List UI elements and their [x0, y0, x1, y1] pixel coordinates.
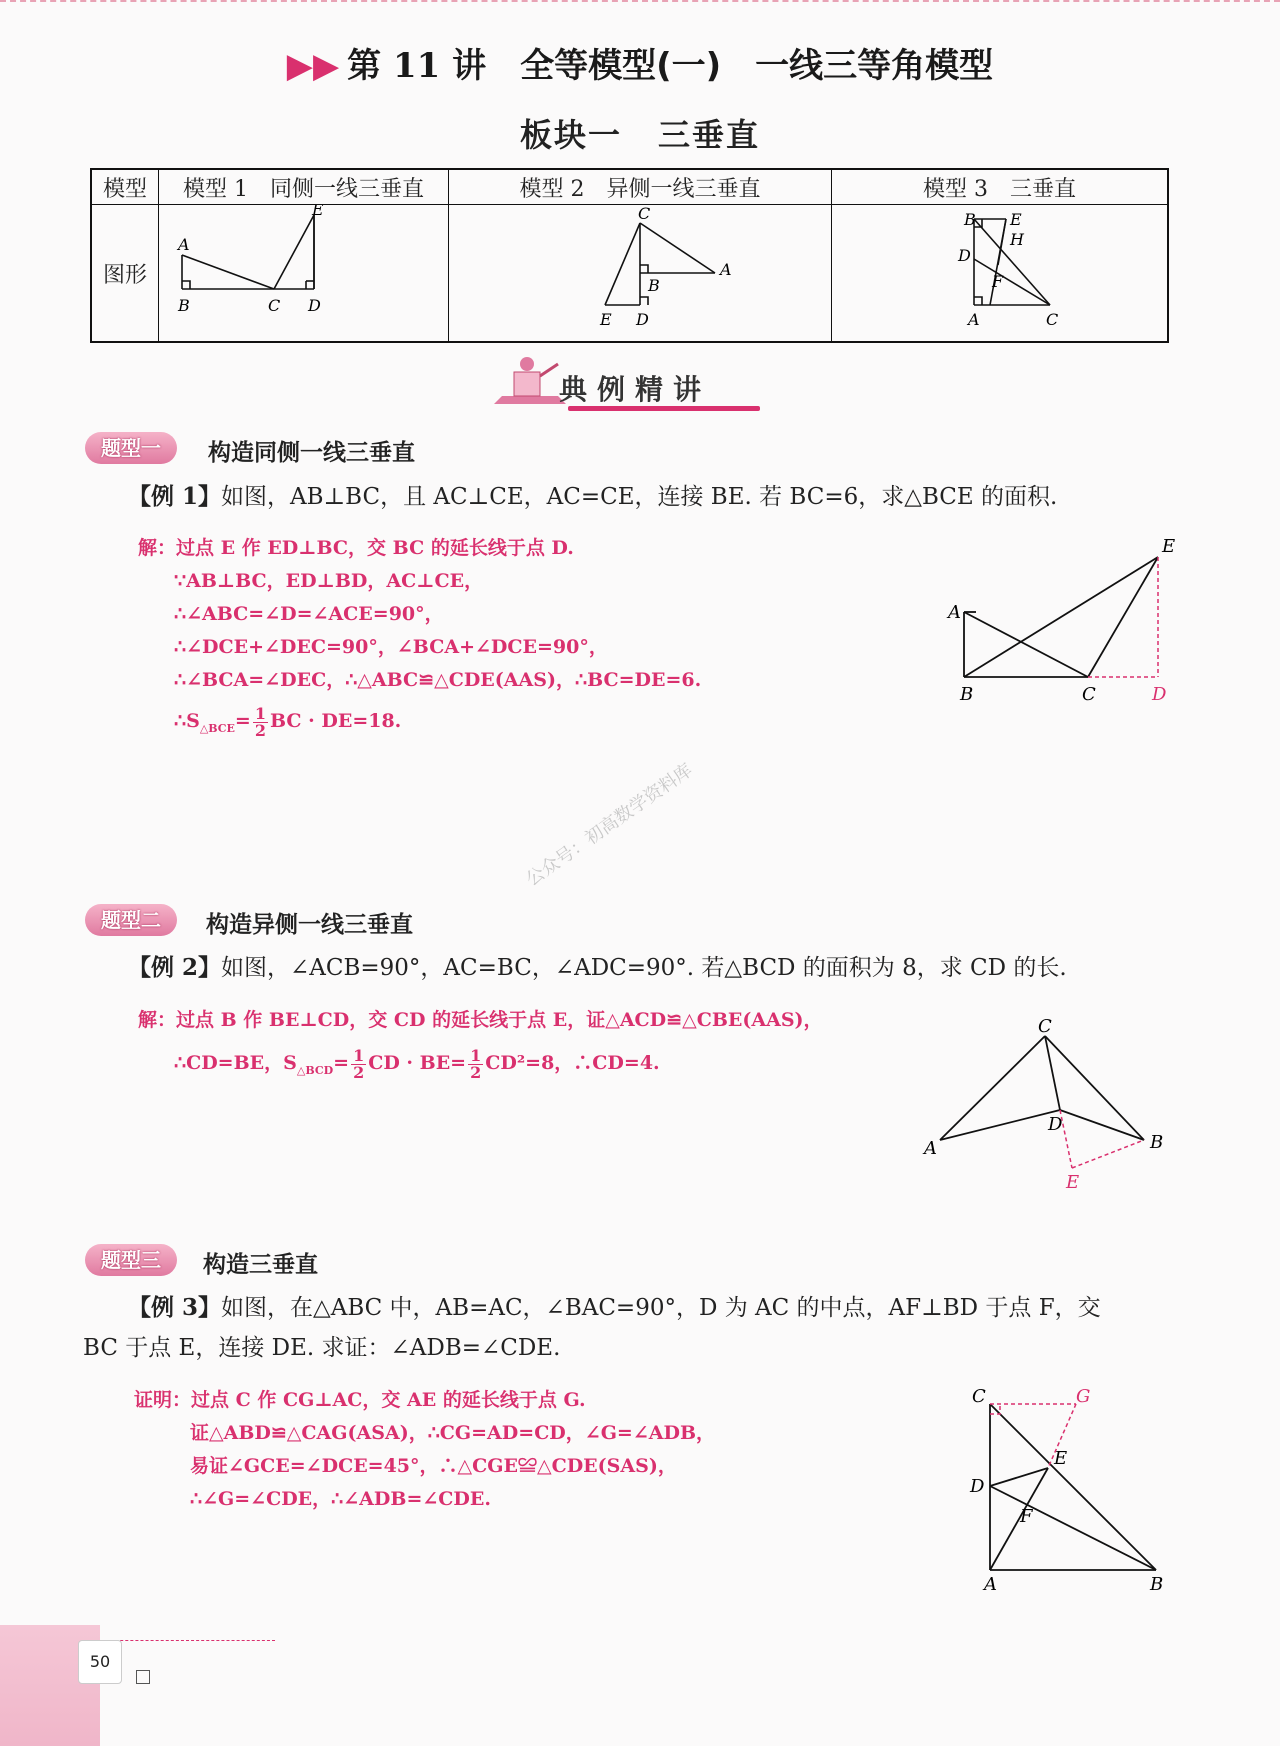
- fraction-numerator: 1: [254, 703, 266, 723]
- l2-subscript: △BCD: [296, 1063, 334, 1077]
- example-2-problem: [128, 948, 1067, 988]
- model-1-title: 模型 1 同侧一线三垂直: [159, 169, 449, 205]
- l2-c: CD · BE=: [368, 1052, 467, 1074]
- model-2-label-c: C: [638, 205, 651, 223]
- model-table: [90, 168, 1169, 343]
- l2-a: ∴CD=BE，S: [174, 1052, 297, 1074]
- fig1-label-c: C: [1082, 684, 1096, 705]
- type-3-heading: 构造三垂直: [203, 1252, 318, 1278]
- banner-title: 典例精讲: [558, 373, 711, 406]
- example-3-text-1: 如图，在△ABC 中，AB=AC，∠BAC=90°，D 为 AC 的中点，AF⊥BD 于点 F，交: [221, 1295, 1101, 1321]
- solution-final-line: [138, 705, 701, 745]
- fig3-label-a: A: [984, 1574, 997, 1593]
- model-1-figure: [159, 205, 449, 343]
- example-3-figure: [960, 1388, 1180, 1593]
- fig1-label-a: A: [948, 602, 961, 623]
- model-3-label-b: B: [963, 210, 976, 229]
- solution-line: ∴∠ABC=∠D=∠ACE=90°，: [174, 603, 444, 625]
- final-subscript: △BCE: [199, 721, 235, 735]
- top-dashed-border: [0, 0, 1280, 6]
- model-3-label-a: A: [967, 310, 980, 329]
- title-arrows-icon: ▶▶: [286, 46, 340, 86]
- example-2-tag: 【例 2】: [128, 954, 222, 981]
- page-title: [0, 38, 1280, 87]
- section-title: [0, 110, 1280, 156]
- section-name: 三垂直: [658, 116, 761, 154]
- fig3-label-f: F: [1020, 1506, 1033, 1527]
- model-3-diagram: [840, 205, 1160, 335]
- final-eq: =: [234, 710, 251, 732]
- example-3-solution: [134, 1384, 715, 1516]
- fraction-numerator: 1: [470, 1045, 482, 1065]
- model-3-label-h: H: [1009, 230, 1024, 249]
- solution-line: ∵AB⊥BC，ED⊥BD，AC⊥CE，: [174, 570, 484, 592]
- fig2-label-e: E: [1066, 1172, 1080, 1193]
- example-1-solution: [138, 532, 701, 745]
- solution-line: 易证∠GCE=∠DCE=45°，∴△CGE≌△CDE(SAS)，: [190, 1455, 677, 1477]
- model-figure-label: 图形: [91, 205, 159, 343]
- model-3-label-d: D: [957, 246, 971, 265]
- fraction-half-2: [468, 1045, 483, 1082]
- type-1-pill: 题型一: [85, 432, 177, 464]
- model-2-title: 模型 2 异侧一线三垂直: [449, 169, 832, 205]
- fraction-numerator: 1: [353, 1045, 365, 1065]
- model-1-diagram: [164, 205, 444, 335]
- model-2-figure: [449, 205, 832, 343]
- fig2-label-d: D: [1048, 1114, 1063, 1135]
- banner-underline: [568, 406, 760, 411]
- solution-line: 解：过点 B 作 BE⊥CD，交 CD 的延长线于点 E，证△ACD≌△CBE(AAS)，: [138, 1009, 823, 1031]
- fraction-half: [253, 703, 268, 740]
- model-3-label-c: C: [1045, 310, 1058, 329]
- model-1-label-d: D: [307, 296, 321, 315]
- solution-line: ∴∠BCA=∠DEC，∴△ABC≌△CDE(AAS)，∴BC=DE=6.: [174, 669, 702, 691]
- watermark: 公众号：初高数学资料库: [522, 759, 697, 891]
- checkbox-square-icon: [136, 1670, 150, 1684]
- model-2-label-a: A: [720, 260, 732, 279]
- type-3-pill: 题型三: [85, 1244, 177, 1276]
- model-2-label-d: D: [636, 310, 649, 329]
- title-rest: 讲 全等模型(一) 一线三等角模型: [452, 46, 994, 86]
- model-1-label-a: A: [177, 235, 190, 254]
- solution-line: ∴∠DCE+∠DEC=90°，∠BCA+∠DCE=90°，: [174, 636, 608, 658]
- fig1-label-d: D: [1152, 684, 1167, 705]
- fig2-label-a: A: [924, 1138, 937, 1159]
- fig2-label-b: B: [1150, 1132, 1164, 1153]
- solution-line: ∴∠G=∠CDE，∴∠ADB=∠CDE.: [190, 1488, 491, 1510]
- example-1-tag: 【例 1】: [128, 483, 222, 510]
- solution-line: 证△ABD≌△CAG(ASA)，∴CG=AD=CD，∠G=∠ADB，: [190, 1422, 716, 1444]
- type-2-pill: 题型二: [85, 904, 177, 936]
- solution-line: 解：过点 E 作 ED⊥BC，交 BC 的延长线于点 D.: [138, 537, 574, 559]
- final-prefix: ∴S: [174, 710, 200, 732]
- example-3-problem-line-2: BC 于点 E，连接 DE. 求证：∠ADB=∠CDE.: [83, 1335, 561, 1361]
- fraction-denominator: 2: [254, 720, 266, 740]
- l2-d: CD²=8，∴CD=4.: [485, 1052, 660, 1074]
- model-head-label: 模型: [91, 169, 159, 205]
- fig3-label-b: B: [1150, 1574, 1164, 1593]
- model-3-label-e: E: [1009, 210, 1022, 229]
- footer-dashed-line: [100, 1640, 275, 1642]
- title-prefix: 第: [347, 46, 382, 86]
- fig3-label-e: E: [1054, 1448, 1068, 1469]
- example-2-figure: [920, 1018, 1170, 1193]
- fig1-label-b: B: [960, 684, 974, 705]
- fig1-label-e: E: [1162, 536, 1176, 557]
- fig2-label-c: C: [1038, 1018, 1052, 1037]
- fig3-label-d: D: [970, 1476, 985, 1497]
- model-2-label-e: E: [600, 310, 612, 329]
- example-3-problem: [128, 1288, 1101, 1328]
- fraction-half-1: [351, 1045, 366, 1082]
- example-1-problem: [128, 477, 1057, 517]
- l2-b: =: [333, 1052, 350, 1074]
- model-2-label-b: B: [648, 276, 660, 295]
- example-2-solution: [138, 1004, 823, 1087]
- model-3-title: 模型 3 三垂直: [832, 169, 1169, 205]
- solution-final-line: [138, 1047, 823, 1087]
- fig3-label-g: G: [1076, 1388, 1091, 1407]
- title-number: 11: [392, 46, 441, 86]
- example-1-figure: [940, 532, 1180, 707]
- fraction-denominator: 2: [470, 1062, 482, 1082]
- model-3-label-f: F: [991, 272, 1003, 291]
- model-2-diagram: [490, 205, 790, 335]
- model-3-figure: [832, 205, 1169, 343]
- model-1-label-b: B: [177, 296, 190, 315]
- fraction-denominator: 2: [353, 1062, 365, 1082]
- solution-line: 证明：过点 C 作 CG⊥AC，交 AE 的延长线于点 G.: [134, 1389, 586, 1411]
- section-label: 板块一: [519, 116, 622, 154]
- model-1-label-e: E: [311, 205, 324, 219]
- final-rest: BC · DE=18.: [269, 710, 402, 732]
- type-1-heading: 构造同侧一线三垂直: [208, 440, 415, 466]
- example-1-text: 如图，AB⊥BC，且 AC⊥CE，AC=CE，连接 BE. 若 BC=6，求△BCE 的面积.: [221, 484, 1058, 510]
- example-3-tag: 【例 3】: [128, 1294, 222, 1321]
- fig3-label-c: C: [972, 1388, 986, 1407]
- page-number: 50: [78, 1640, 122, 1684]
- model-1-label-c: C: [267, 296, 280, 315]
- type-2-heading: 构造异侧一线三垂直: [206, 912, 413, 938]
- example-2-text: 如图，∠ACB=90°，AC=BC，∠ADC=90°. 若△BCD 的面积为 8，求 CD 的长.: [221, 955, 1067, 981]
